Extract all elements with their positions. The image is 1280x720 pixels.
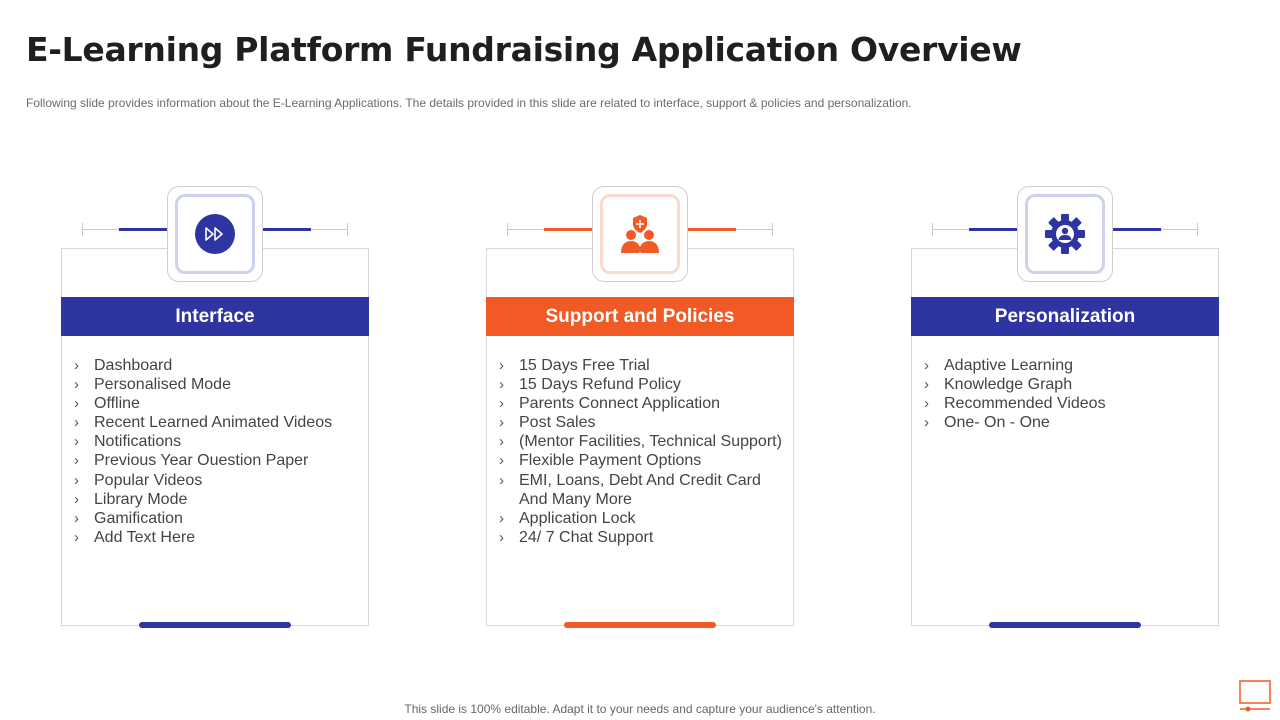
card-interface — [61, 248, 369, 626]
list-item: › Flexible Payment Options — [499, 452, 702, 470]
card-accent-bar — [989, 622, 1141, 628]
card-list — [74, 356, 332, 547]
list-item: › Adaptive Learning — [924, 357, 1073, 374]
list-item: › Notifications — [74, 433, 182, 451]
family-shield-icon — [617, 213, 663, 255]
slide-title: E-Learning Platform Fundraising Application Overview — [26, 30, 1022, 69]
list-item: › 15 Days Refund Policy — [499, 376, 681, 394]
list-item: › 24/ 7 Chat Support — [499, 528, 654, 546]
list-item: › One- On - One — [924, 414, 1050, 432]
list-item: › Offline — [74, 395, 140, 413]
icon-frame-personalization — [1017, 186, 1113, 282]
list-item: › Add Text Here — [74, 528, 196, 546]
presentation-icon — [1238, 680, 1272, 714]
card-personalization — [911, 248, 1219, 626]
slide-subtitle: Following slide provides information about the E-Learning Applications. The details provided in this slide are related to interface, support & policies and personalization. — [26, 96, 912, 110]
list-item: › Library Mode — [74, 490, 188, 508]
list-item: › Gamification — [74, 509, 183, 527]
card-accent-bar — [139, 622, 291, 628]
list-item: › Knowledge Graph — [924, 376, 1073, 394]
list-item: › Personalised Mode — [74, 376, 231, 394]
list-item: › Post Sales — [499, 414, 596, 432]
list-item: › Popular Videos — [74, 471, 203, 489]
gear-user-icon — [1043, 212, 1087, 256]
icon-frame-interface — [167, 186, 263, 282]
list-item: › Application Lock — [499, 509, 636, 527]
card-support — [486, 248, 794, 626]
list-item: › Recent Learned Animated Videos — [74, 414, 333, 432]
list-item: › 15 Days Free Trial — [499, 357, 650, 374]
list-item: › (Mentor Facilities, Technical Support) — [499, 433, 782, 451]
card-header: Support and Policies — [486, 297, 794, 336]
list-item: › Dashboard — [74, 357, 173, 374]
list-item: And Many More — [519, 490, 632, 508]
list-item: › Recommended Videos — [924, 395, 1106, 413]
card-header: Personalization — [911, 297, 1219, 336]
card-list — [499, 356, 782, 547]
slide-footer: This slide is 100% editable. Adapt it to your needs and capture your audience's attention. — [404, 702, 876, 716]
card-accent-bar — [564, 622, 716, 628]
card-header: Interface — [61, 297, 369, 336]
icon-frame-support — [592, 186, 688, 282]
list-item: › Parents Connect Application — [499, 395, 721, 413]
list-item: › Previous Year Ouestion Paper — [74, 452, 309, 470]
list-item: › EMI, Loans, Debt And Credit Card — [499, 471, 761, 489]
fast-forward-icon — [194, 213, 236, 255]
card-list — [924, 356, 1106, 432]
